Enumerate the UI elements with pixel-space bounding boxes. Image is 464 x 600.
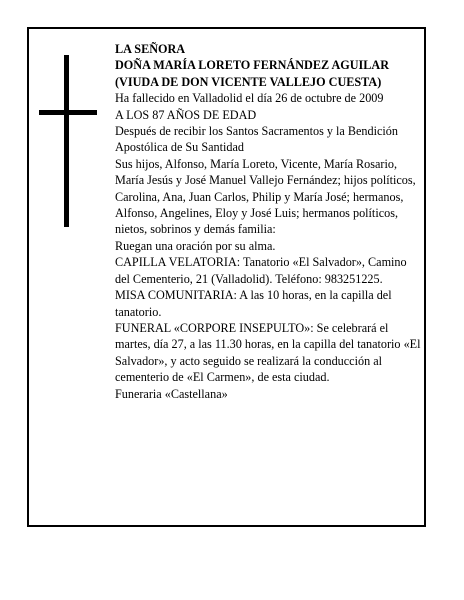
sacraments-statement: Después de recibir los Santos Sacramentos y la Bendición Apostólica de Su Santidad <box>115 124 398 155</box>
family-list: Sus hijos, Alfonso, María Loreto, Vicente, María Rosario, María Jesús y José Manuel Vallejo Fernández; hijos políticos, Carolina, Ana, Juan Carlos, Philip y María José; hermanos, Alfonso, Angelines, Eloy y José Luis; hermanos políticos, nietos, sobrinos y demás familia: <box>115 156 416 237</box>
cross-horizontal-bar <box>39 110 97 115</box>
deceased-name: DOÑA MARÍA LORETO FERNÁNDEZ AGUILAR (VIUDA DE DON VICENTE VALLEJO CUESTA) <box>115 58 390 89</box>
notice-text <box>115 41 424 402</box>
mass-info: MISA COMUNITARIA: A las 10 horas, en la capilla del tanatorio. <box>115 288 392 319</box>
funeral-info: FUNERAL «CORPORE INSEPULTO»: Se celebrará el martes, día 27, a las 11.30 horas, en la capilla del tanatorio «El Salvador», y acto seguido se realizará la conducción al cementerio de «El Carmen», de esta ciudad. <box>115 320 421 385</box>
chapel-info: CAPILLA VELATORIA: Tanatorio «El Salvador», Camino del Cementerio, 21 (Valladolid). Teléfono: 983251225. <box>115 255 407 286</box>
cross-vertical-bar <box>64 55 69 227</box>
notice-heading: LA SEÑORA <box>115 42 186 56</box>
latin-cross-icon <box>39 55 97 227</box>
funeral-home: Funeraria «Castellana» <box>115 386 228 401</box>
age-statement: A LOS 87 AÑOS DE EDAD <box>115 107 257 122</box>
death-statement: Ha fallecido en Valladolid el día 26 de octubre de 2009 <box>115 91 384 106</box>
obituary-notice <box>27 27 426 527</box>
prayer-request: Ruegan una oración por su alma. <box>115 238 276 253</box>
